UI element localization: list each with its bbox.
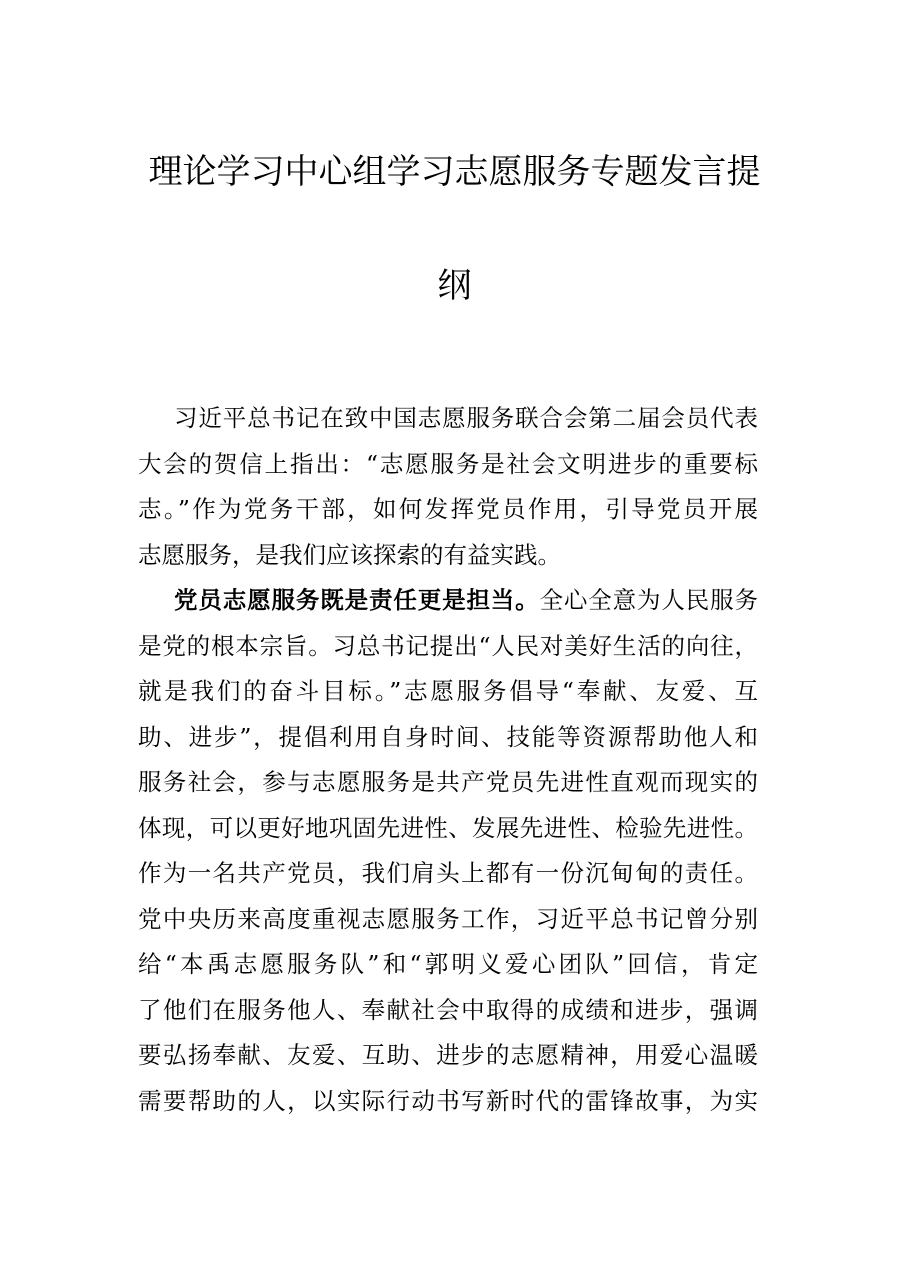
text-line: 助、进步”，提倡利用自身时间、技能等资源帮助他人和 [138, 722, 760, 751]
text-line: 了他们在服务他人、奉献社会中取得的成绩和进步，强调 [138, 995, 760, 1024]
text-line: 体现，可以更好地巩固先进性、发展先进性、检验先进性。 [138, 813, 759, 842]
paragraph-2-line [138, 851, 758, 897]
bold-lead-sentence: 党员志愿服务既是责任更是担当。 [174, 586, 540, 614]
first-line-rest: 全心全意为人民服务 [539, 586, 759, 614]
text-line: 党中央历来高度重视志愿服务工作，习近平总书记曾分别 [138, 904, 760, 933]
paragraph-2-first-line [138, 578, 758, 624]
text-line: 习近平总书记在致中国志愿服务联合会第二届会员代表 [174, 404, 759, 432]
text-line: 志。”作为党务干部，如何发挥党员作用，引导党员开展 [138, 495, 761, 523]
paragraph-2-line [138, 897, 758, 943]
paragraph-2-line [138, 1079, 758, 1125]
paragraph-1-line [138, 442, 758, 488]
paragraph-2-line [138, 669, 761, 715]
text-line: 要弘扬奉献、友爱、互助、进步的志愿精神，用爱心温暖 [138, 1041, 760, 1069]
paragraph-2-line [138, 624, 758, 670]
document-body [138, 396, 762, 1124]
document-title-line-2: 纲 [437, 266, 472, 306]
text-line: 服务社会，参与志愿服务是共产党员先进性直观而现实的 [138, 768, 760, 796]
paragraph-1-line [138, 396, 758, 442]
paragraph-2-line [138, 1033, 758, 1079]
text-line: 作为一名共产党员，我们肩头上都有一份沉甸甸的责任。 [138, 859, 760, 887]
paragraph-2-line [138, 988, 758, 1034]
paragraph-2-line [138, 942, 762, 988]
text-line: 给“本禹志愿服务队”和“郭明义爱心团队”回信，肯定 [138, 950, 762, 978]
paragraph-2-first-line-text [174, 578, 759, 624]
text-line: 是党的根本宗旨。习总书记提出“人民对美好生活的向往， [138, 631, 759, 660]
paragraph-1-line [138, 487, 761, 533]
paragraph-2-line [138, 715, 758, 761]
text-line: 需要帮助的人，以实际行动书写新时代的雷锋故事，为实 [138, 1086, 760, 1115]
paragraph-2-line [138, 806, 758, 852]
text-line: 就是我们的奋斗目标。”志愿服务倡导“奉献、友爱、互 [138, 677, 761, 705]
paragraph-1-line [138, 533, 758, 579]
document-title-line-1: 理论学习中心组学习志愿服务专题发言提 [148, 152, 761, 192]
text-line: 志愿服务，是我们应该探索的有益实践。 [138, 540, 561, 569]
text-line: 大会的贺信上指出：“志愿服务是社会文明进步的重要标 [138, 449, 760, 478]
paragraph-2-line [138, 760, 758, 806]
